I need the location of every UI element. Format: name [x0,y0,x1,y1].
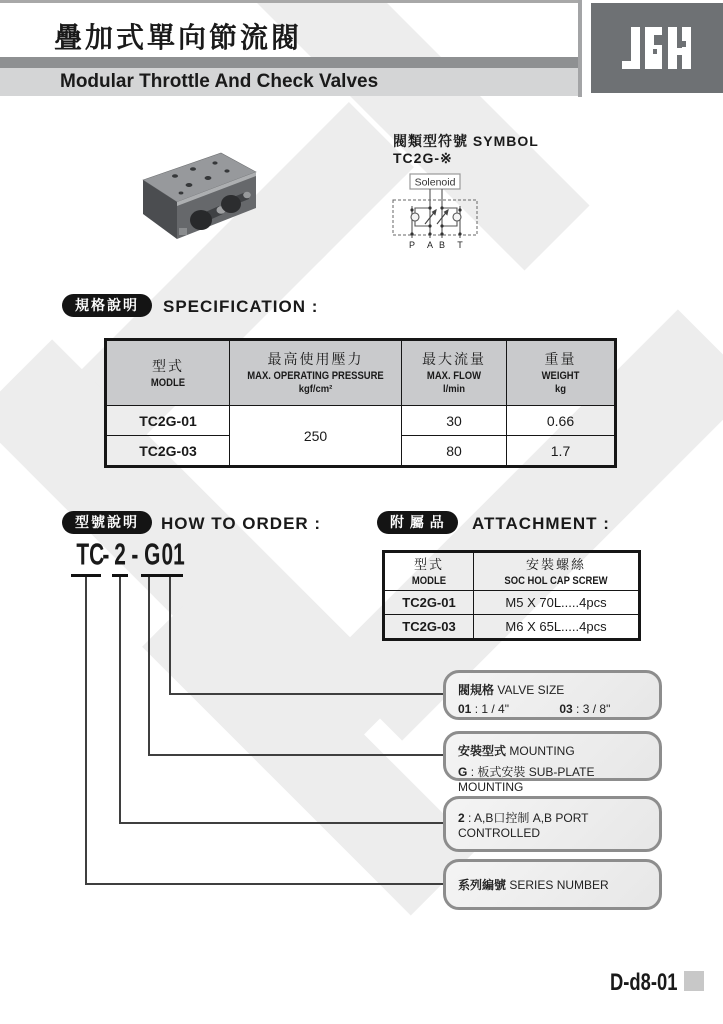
page-title-en: Modular Throttle And Check Valves [60,71,379,92]
order-code-dash: - [131,538,139,572]
callout-mounting [443,731,662,794]
page-title-zh: 疊加式單向節流閥 [54,22,303,53]
col-pressure-unit: kgf/cm² [298,383,333,395]
solenoid-label: Solenoid [414,176,456,189]
spec-table [104,338,617,468]
page-code: D-d8-01 [610,968,678,996]
order-code-dash: - [102,538,110,572]
att-col-model [384,552,474,591]
att-screw-zh: 安裝螺絲 [525,556,586,572]
connector-line-tc [85,883,443,885]
col-flow-en: MAX. FLOW [426,370,482,382]
col-pressure-en: MAX. OPERATING PRESSURE [247,370,384,382]
col-model-en: MODLE [150,376,186,389]
att-screw-2: M6 X 65L.....4pcs [474,615,640,640]
att-model-1: TC2G-01 [384,591,474,615]
col-weight-zh: 重量 [544,351,577,367]
col-pressure-zh: 最高使用壓力 [267,351,364,367]
connector-line-01 [169,693,443,695]
connector-line-2 [119,577,121,824]
spec-col-weight [507,340,616,406]
header-divider [578,0,582,97]
connector-line-g [148,577,150,756]
connector-line-01 [169,577,171,695]
connector-line-tc [85,577,87,885]
callout-options: 01 : 1 / 4" 03 : 3 / 8" [458,702,611,716]
att-col-screw [474,552,640,591]
spec-heading: SPECIFICATION : [163,297,319,316]
spec-col-pressure [230,340,402,406]
order-code-seg-01: 01 [157,541,183,577]
callout-title: 系列編號 SERIES NUMBER [458,878,609,892]
order-code-seg-g: G [141,541,157,577]
att-screw-1: M5 X 70L.....4pcs [474,591,640,615]
jgh-logo [591,3,723,93]
callout-port-controlled [443,796,662,852]
order-badge: 型號說明 [62,511,152,534]
spec-col-flow [402,340,507,406]
spec-flow-2: 80 [402,436,507,467]
spec-flow-1: 30 [402,406,507,436]
symbol-label: 閥類型符號 SYMBOL [393,133,539,149]
connector-line-2 [119,822,443,824]
connector-line-g [148,754,443,756]
col-weight-unit: kg [554,383,567,395]
order-heading: HOW TO ORDER : [161,514,322,533]
attachment-heading: ATTACHMENT : [472,514,610,533]
spec-badge: 規格說明 [62,294,152,317]
port-label-a: A [426,240,434,250]
att-screw-en: SOC HOL CAP SCREW [504,574,608,587]
port-label-p: P [408,240,416,250]
table-row [106,406,616,436]
product-photo [123,140,268,248]
hydraulic-symbol [385,166,510,266]
callout-valve-size [443,670,662,720]
port-label-b: B [438,240,446,250]
spec-model-2: TC2G-03 [106,436,230,467]
port-label-t: T [457,240,463,250]
page-top-border [0,0,580,3]
order-code-seg-2: 2 [112,541,128,577]
attachment-table [382,550,641,641]
callout-title: 安裝型式 MOUNTING [458,744,575,758]
spec-weight-1: 0.66 [507,406,616,436]
order-code-seg-tc: TC [71,541,101,577]
callout-title: 閥規格 VALVE SIZE [458,683,565,697]
callout-series-number [443,859,662,910]
jgh-logo-icon [591,3,723,93]
table-row [384,591,640,615]
callout-options: 2 : A,B口控制 A,B PORT CONTROLLED [458,810,589,840]
att-model-2: TC2G-03 [384,615,474,640]
spec-model-1: TC2G-01 [106,406,230,436]
footer-marker-square [684,971,704,991]
header-bar-dark [0,57,578,68]
spec-weight-2: 1.7 [507,436,616,467]
col-model-zh: 型式 [152,357,184,374]
spec-pressure-value: 250 [230,406,402,467]
col-flow-zh: 最大流量 [422,351,486,367]
spec-col-model [106,340,230,406]
att-model-en: MODLE [411,574,447,587]
col-weight-en: WEIGHT [541,370,580,382]
attachment-badge: 附 屬 品 [377,511,458,534]
att-model-zh: 型式 [413,556,444,572]
table-row [384,615,640,640]
callout-options: G : 板式安裝 SUB-PLATE MOUNTING [458,765,595,794]
col-flow-unit: l/min [442,383,466,395]
symbol-model: TC2G-※ [393,150,453,166]
